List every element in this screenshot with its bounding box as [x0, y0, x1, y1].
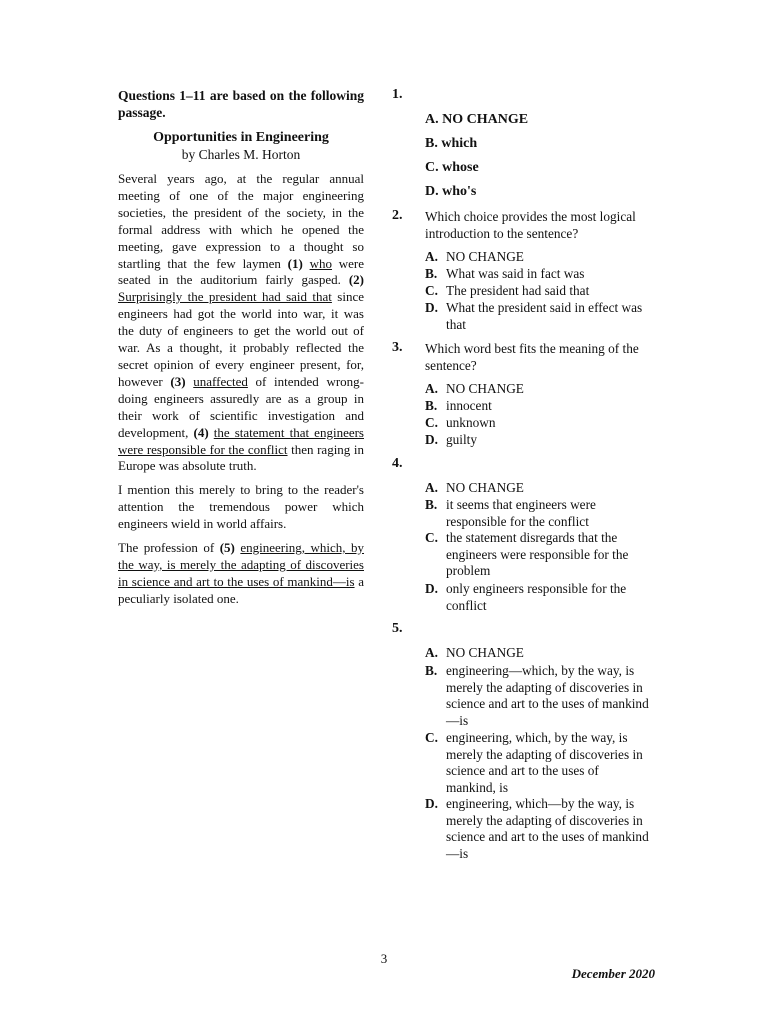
marker-4: (4) — [193, 424, 209, 440]
page-number: 3 — [380, 951, 388, 966]
marker-2: (2) — [348, 272, 364, 288]
paragraph-3: The profession of (5) engineering, which, by the way, is merely the adapting of discoveries in science and art to the uses of mankind—is a peculiarly isolated one. — [118, 540, 365, 606]
q1-option-b[interactable]: B. which — [425, 136, 478, 151]
q1-option-c[interactable]: C. whose — [425, 160, 479, 175]
marker-1: (1) — [287, 255, 303, 271]
q3-option-b[interactable]: B. innocent — [425, 398, 492, 413]
q4-option-c[interactable]: C. the statement disregards that the engineers were responsible for the problem — [425, 530, 629, 578]
q3-option-d[interactable]: D. guilty — [425, 432, 478, 447]
q5-option-b[interactable]: B. engineering—which, by the way, is merely the adapting of discoveries in science and art to the uses of mankind—is — [425, 663, 649, 728]
q5-option-a[interactable]: A. NO CHANGE — [425, 645, 524, 660]
question-3-number: 3. — [392, 340, 403, 355]
passage-title: Opportunities in Engineering — [153, 130, 329, 145]
question-1-number: 1. — [392, 87, 403, 102]
marker-5: (5) — [219, 540, 235, 556]
footer-date: December 2020 — [571, 966, 655, 981]
q2-option-c[interactable]: C. The president had said that — [425, 283, 590, 298]
question-3-text: Which word best fits the meaning of the sentence? — [425, 341, 639, 373]
question-2-text: Which choice provides the most logical introduction to the sentence? — [425, 209, 636, 241]
q2-option-d[interactable]: D. What the president said in effect was that — [425, 300, 643, 332]
underlined-1: who — [309, 255, 332, 271]
q4-option-b[interactable]: B. it seems that engineers were responsible for the conflict — [425, 497, 596, 529]
q4-option-a[interactable]: A. NO CHANGE — [425, 480, 524, 495]
q5-option-d[interactable]: D. engineering, which—by the way, is merely the adapting of discoveries in science and art to the uses of mankind—is — [425, 796, 649, 861]
passage-intro: Questions 1–11 are based on the following passage. — [118, 88, 364, 120]
q2-option-a[interactable]: A. NO CHANGE — [425, 249, 524, 264]
passage-author: by Charles M. Horton — [181, 147, 301, 162]
question-4-number: 4. — [392, 456, 403, 471]
question-2-number: 2. — [392, 208, 403, 223]
q1-option-d[interactable]: D. who's — [425, 184, 477, 199]
passage-column — [118, 87, 364, 615]
q1-option-a[interactable]: A. NO CHANGE — [425, 112, 529, 127]
underlined-5: engineering, which, by the way, is merely the adapting of discoveries in science and art to the uses of mankind—is — [118, 540, 365, 589]
underlined-2: Surprisingly the president had said that — [118, 289, 332, 305]
q4-option-d[interactable]: D. only engineers responsible for the conflict — [425, 581, 627, 613]
q3-option-a[interactable]: A. NO CHANGE — [425, 381, 524, 396]
paragraph-2: I mention this merely to bring to the reader's attention the tremendous power which engineers wield in world affairs. — [118, 482, 364, 532]
q5-option-c[interactable]: C. engineering, which, by the way, is merely the adapting of discoveries in science and art to the uses of mankind, is — [425, 730, 643, 795]
underlined-4: the statement that engineers were responsible for the conflict — [118, 424, 364, 457]
question-5-number: 5. — [392, 621, 403, 636]
marker-3: (3) — [170, 373, 186, 389]
q2-option-b[interactable]: B. What was said in fact was — [425, 266, 585, 281]
q3-option-c[interactable]: C. unknown — [425, 415, 496, 430]
paragraph-1: Several years ago, at the regular annual meeting of one of the major engineering societies, the president of the society, in the formal address with which he opened the meeting, gave expression to a thought so startling that the few laymen (1) who were seated in the auditorium fairly gasped. (2) Surprisingly the president had said that since engineers had got the world into war, it was the duty of engineers to get the world out of war. As a thought, it probably reflected the secret opinion of every engineer present, for, however (3) unaffected of intended wrong-doing engineers assuredly are as a group in their work of scientific investigation and development, (4) the statement that engineers were responsible for the conflict then raging in Europe was absolute truth. — [118, 171, 365, 474]
underlined-3: unaffected — [193, 373, 248, 389]
